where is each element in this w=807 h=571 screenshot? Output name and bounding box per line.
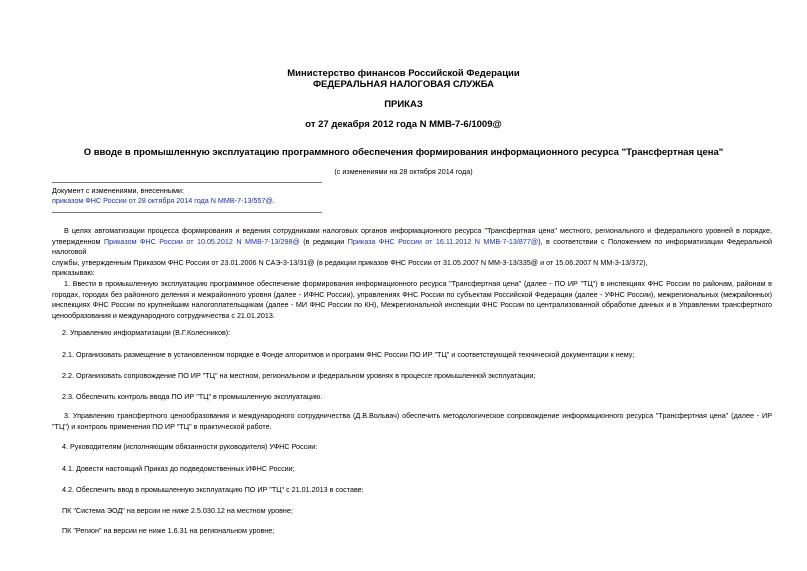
ministry-heading: Министерство финансов Российской Федерации	[287, 68, 520, 79]
changes-box-top-rule	[52, 182, 322, 183]
pk-item-1: ПК "Система ЭОД" на версии не ниже 2.5.030.12 на местном уровне;	[62, 506, 293, 515]
orders-word: приказываю:	[52, 268, 95, 277]
doc-date-number: от 27 декабря 2012 года N ММВ-7-6/1009@	[305, 119, 502, 130]
service-heading: ФЕДЕРАЛЬНАЯ НАЛОГОВАЯ СЛУЖБА	[312, 79, 495, 90]
preamble-text: (в редакции	[299, 236, 348, 246]
paragraph-3: 3. Управлению трансфертного ценообразования и международного сотрудничества (Д.В.Вольвач) обеспечить методологическое сопровождение информационного ресурса "Трансфертная цена" (далее - ИР "ТЦ") и контроль применения ПО ИР "ТЦ" в практической работе.	[52, 411, 772, 431]
preamble-line-3: службы, утвержденным Приказом ФНС России от 23.01.2006 N САЭ-3-13/31@ (в редакции приказов ФНС России от 31.05.2007 N ММ-3-13/335@ и от 15.06.2007 N ММ-3-13/372),	[52, 257, 648, 267]
preamble-text: ), в соответствии с Положением по информатизации Федеральной налоговой	[52, 236, 772, 257]
paragraph-2-2: 2.2. Организовать сопровождение ПО ИР "ТЦ" на местном, региональном и федеральном уровнях в процессе промышленной эксплуатации;	[62, 371, 536, 380]
order-298-link[interactable]: Приказом ФНС России от 10.05.2012 N ММВ-7-13/298@	[103, 236, 300, 246]
doc-type-heading: ПРИКАЗ	[384, 99, 423, 110]
paragraph-2-1: 2.1. Организовать размещение в установленном порядке в Фонде алгоритмов и программ ФНС России ПО ИР "ТЦ" и соответствующей технической документации к нему;	[62, 350, 635, 359]
changes-box-link-line	[52, 196, 275, 206]
changes-note: (с изменениями на 28 октября 2014 года)	[334, 167, 473, 176]
changes-box-label: Документ с изменениями, внесенными:	[52, 186, 184, 195]
amendment-link-suffix: .	[272, 196, 275, 205]
paragraph-4-1: 4.1. Довести настоящий Приказ до подведомственных ИФНС России;	[62, 464, 295, 473]
pk-item-2: ПК "Регион" на версии не ниже 1.6.31 на региональном уровне;	[62, 526, 275, 535]
preamble-line-2	[52, 237, 772, 258]
amendment-link[interactable]: приказом ФНС России от 28 октября 2014 года N ММВ-7-13/557@	[52, 196, 273, 205]
changes-box-bottom-rule	[52, 212, 322, 213]
order-877-link[interactable]: Приказа ФНС России от 16.11.2012 N ММВ-7-13/877@	[347, 236, 539, 246]
paragraph-1: 1. Ввести в промышленную эксплуатацию программное обеспечение формирования информационного ресурса "Трансфертная цена" (далее - ПО ИР "ТЦ") в инспекциях ФНС России по районам, районам в городах, городах без районного деления и межрайонного уровня (далее - ИФНС России), управлениях ФНС России по субъектам Российской Федерации (далее - УФНС России), межрегиональных (межрайонных) инспекциях ФНС России по крупнейшим налогоплательщикам (далее - МИ ФНС России по КН), Межрегиональной инспекции ФНС России по централизованной обработке данных и в Управлении трансфертного ценообразования и международного сотрудничества с 21.01.2013.	[52, 279, 772, 320]
preamble-line-1: В целях автоматизации процесса формирования и ведения сотрудниками налоговых органов информационного ресурса "Трансфертная цена" местного, регионального и федерального уровней в порядке,	[64, 226, 772, 235]
paragraph-4-2: 4.2. Обеспечить ввод в промышленную эксплуатацию ПО ИР "ТЦ" с 21.01.2013 в составе:	[62, 485, 364, 494]
document-title: О вводе в промышленную эксплуатацию программного обеспечения формирования информационного ресурса "Трансфертная цена"	[83, 147, 724, 158]
paragraph-2: 2. Управлению информатизации (В.Г.Колесников):	[62, 328, 231, 337]
preamble-text: утвержденном	[52, 236, 104, 246]
paragraph-2-3: 2.3. Обеспечить контроль ввода ПО ИР "ТЦ" в промышленную эксплуатацию.	[62, 392, 323, 401]
paragraph-4: 4. Руководителям (исполняющим обязанности руководителя) УФНС России:	[62, 442, 318, 451]
preamble	[52, 226, 772, 268]
